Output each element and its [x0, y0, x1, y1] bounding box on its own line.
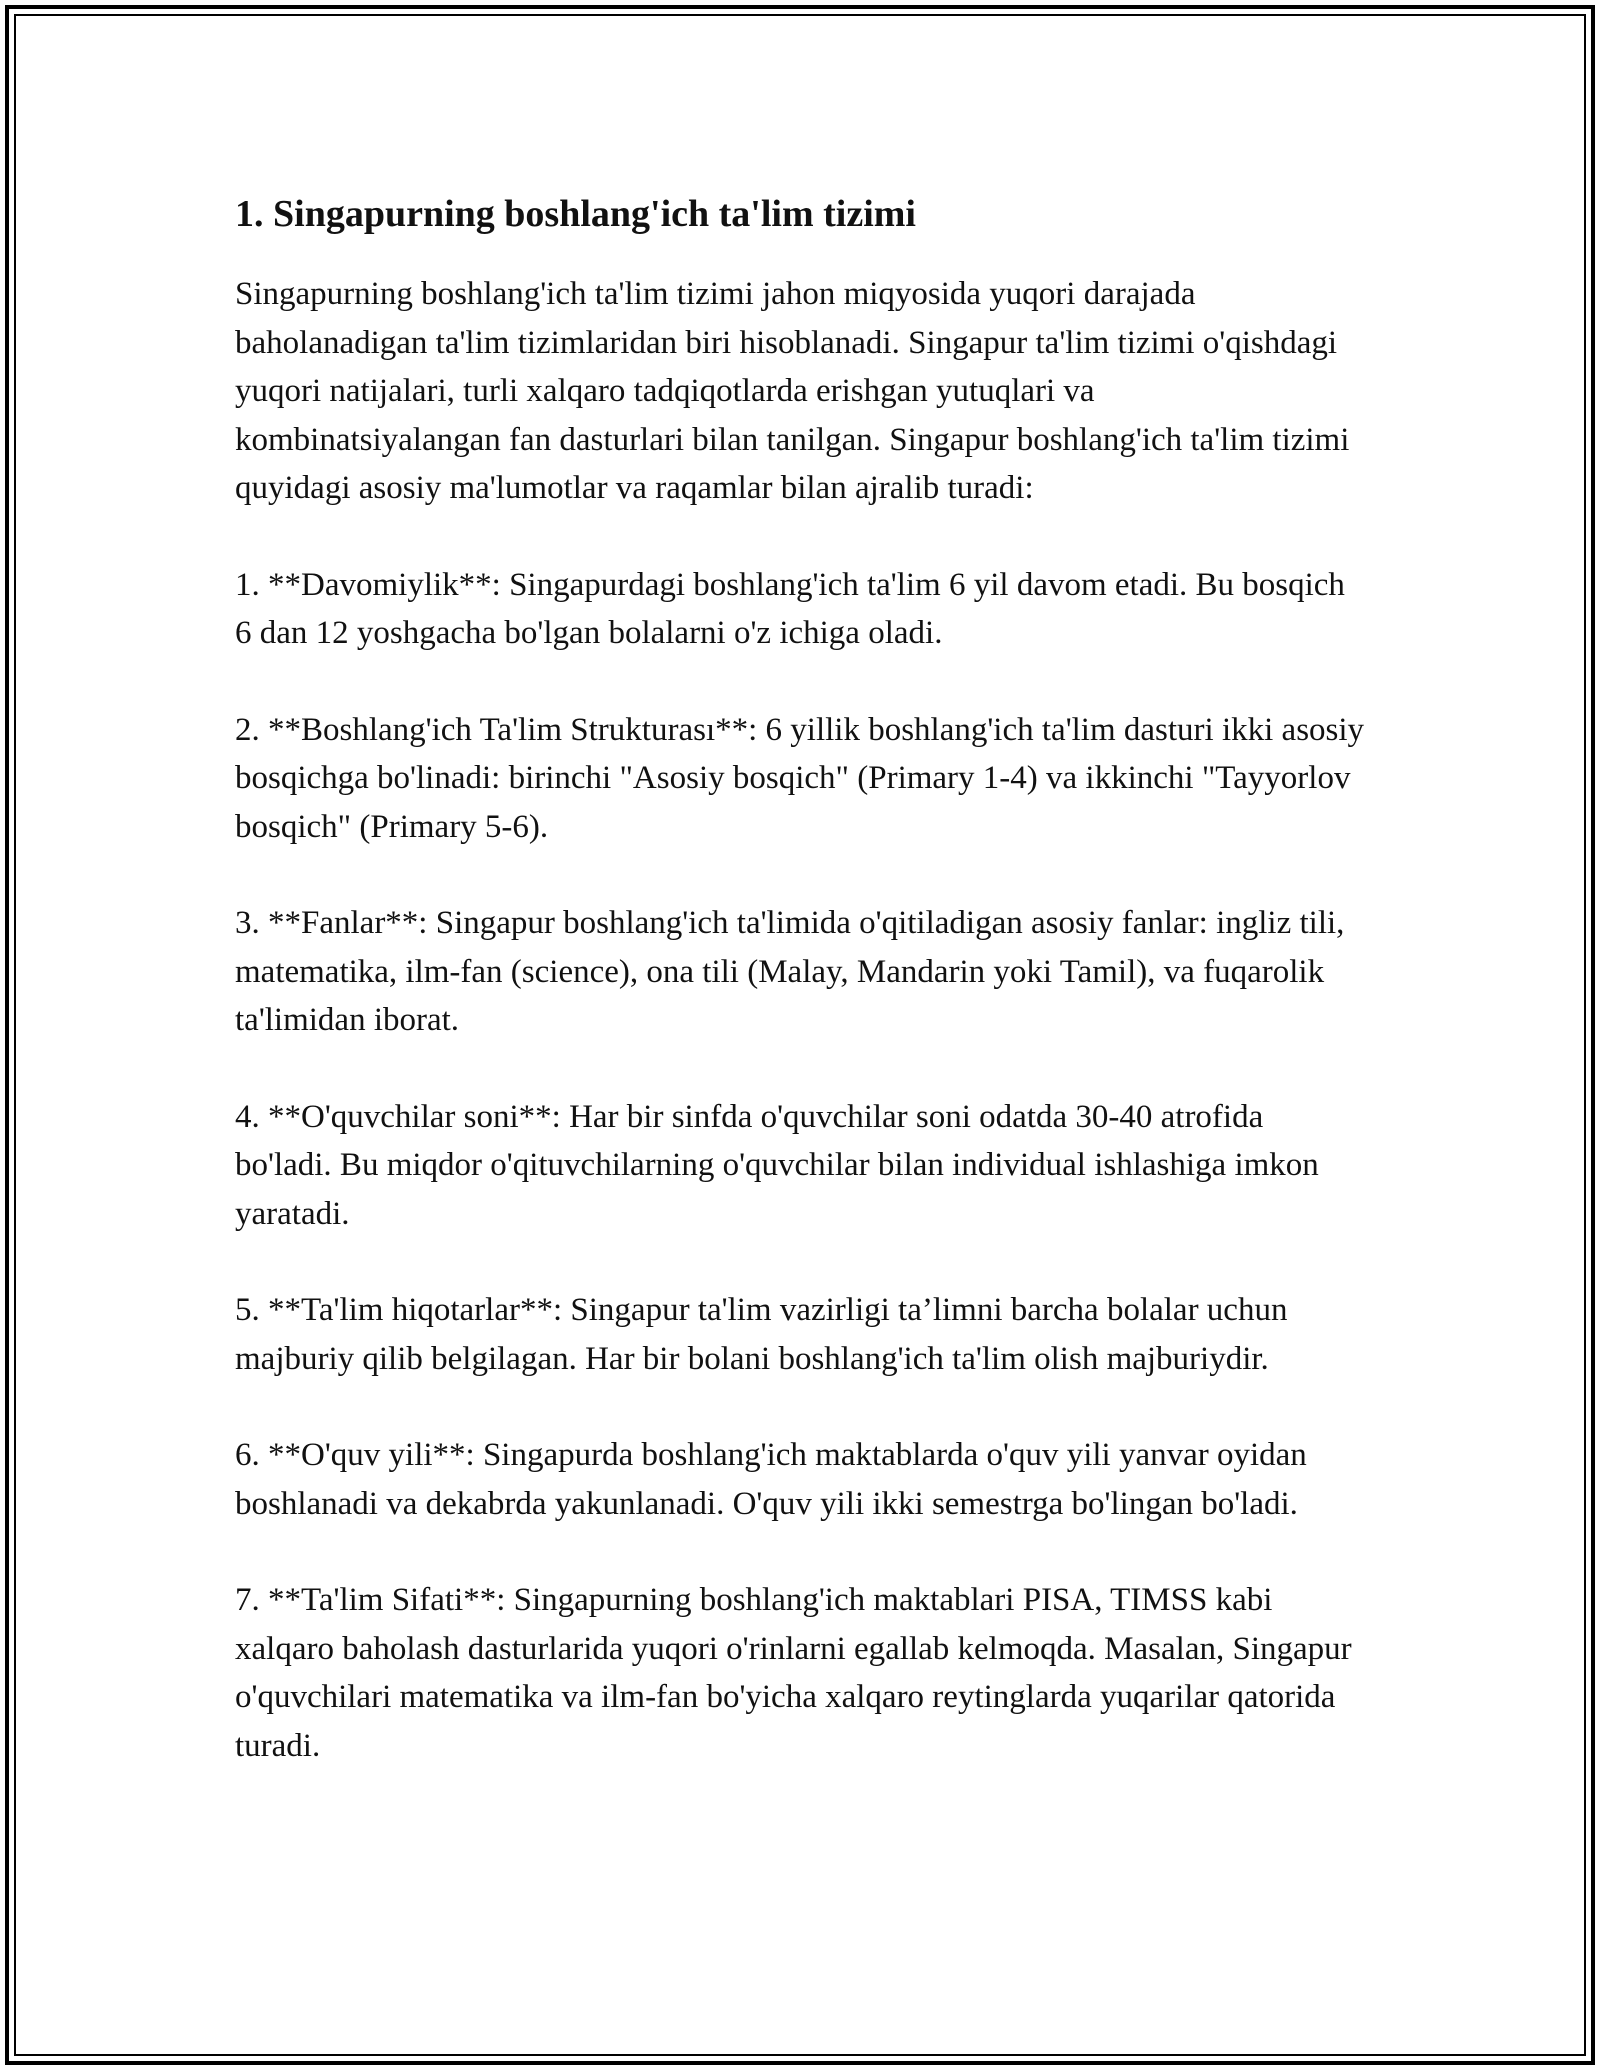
list-item-requirements: 5. **Ta'lim hiqotarlar**: Singapur ta'lim vazirligi ta’limni barcha bolalar uchun majburiy qilib belgilagan. Har bir bolani boshlang'ich ta'lim olish majburiydir.	[235, 1292, 1288, 1377]
document-body	[235, 184, 1365, 1818]
list-item-structure: 2. **Boshlang'ich Ta'lim Strukturası**: 6 yillik boshlang'ich ta'lim dasturi ikki asosiy bosqichga bo'linadi: birinchi "Asosiy bosqich" (Primary 1-4) va ikkinchi "Tayyorlov bosqich" (Primary 5-6).	[235, 711, 1365, 845]
list-item-school-year: 6. **O'quv yili**: Singapurda boshlang'ich maktablarda o'quv yili yanvar oyidan boshlanadi va dekabrda yakunlanadi. O'quv yili ikki semestrga bo'lingan bo'ladi.	[235, 1437, 1307, 1522]
list-item-subjects: 3. **Fanlar**: Singapur boshlang'ich ta'limida o'qitiladigan asosiy fanlar: ingliz tili, matematika, ilm-fan (science), ona tili (Malay, Mandarin yoki Tamil), va fuqarolik ta'limidan iborat.	[235, 905, 1345, 1038]
document-title: 1. Singapurning boshlang'ich ta'lim tizimi	[235, 193, 916, 235]
list-item-class-size: 4. **O'quvchilar soni**: Har bir sinfda o'quvchilar soni odatda 30-40 atrofida bo'ladi. Bu miqdor o'qituvchilarning o'quvchilar bilan individual ishlashiga imkon yaratadi.	[235, 1098, 1319, 1232]
list-item-quality: 7. **Ta'lim Sifati**: Singapurning boshlang'ich maktablari PISA, TIMSS kabi xalqaro baholash dasturlarida yuqori o'rinlarni egallab kelmoqda. Masalan, Singapur o'quvchilari matematika va ilm-fan bo'yicha xalqaro reytinglarda yuqarilar qatorida turadi.	[235, 1582, 1352, 1764]
list-item-duration: 1. **Davomiylik**: Singapurdagi boshlang'ich ta'lim 6 yil davom etadi. Bu bosqich 6 dan 12 yoshgacha bo'lgan bolalarni o'z ichiga oladi.	[235, 566, 1345, 651]
intro-paragraph: Singapurning boshlang'ich ta'lim tizimi jahon miqyosida yuqori darajada baholanadigan ta'lim tizimlaridan biri hisoblanadi. Singapur ta'lim tizimi o'qishdagi yuqori natijalari, turli xalqaro tadqiqotlarda erishgan yutuqlari va kombinatsiyalangan fan dasturlari bilan tanilgan. Singapur boshlang'ich ta'lim tizimi quyidagi asosiy ma'lumotlar va raqamlar bilan ajralib turadi:	[235, 276, 1350, 506]
